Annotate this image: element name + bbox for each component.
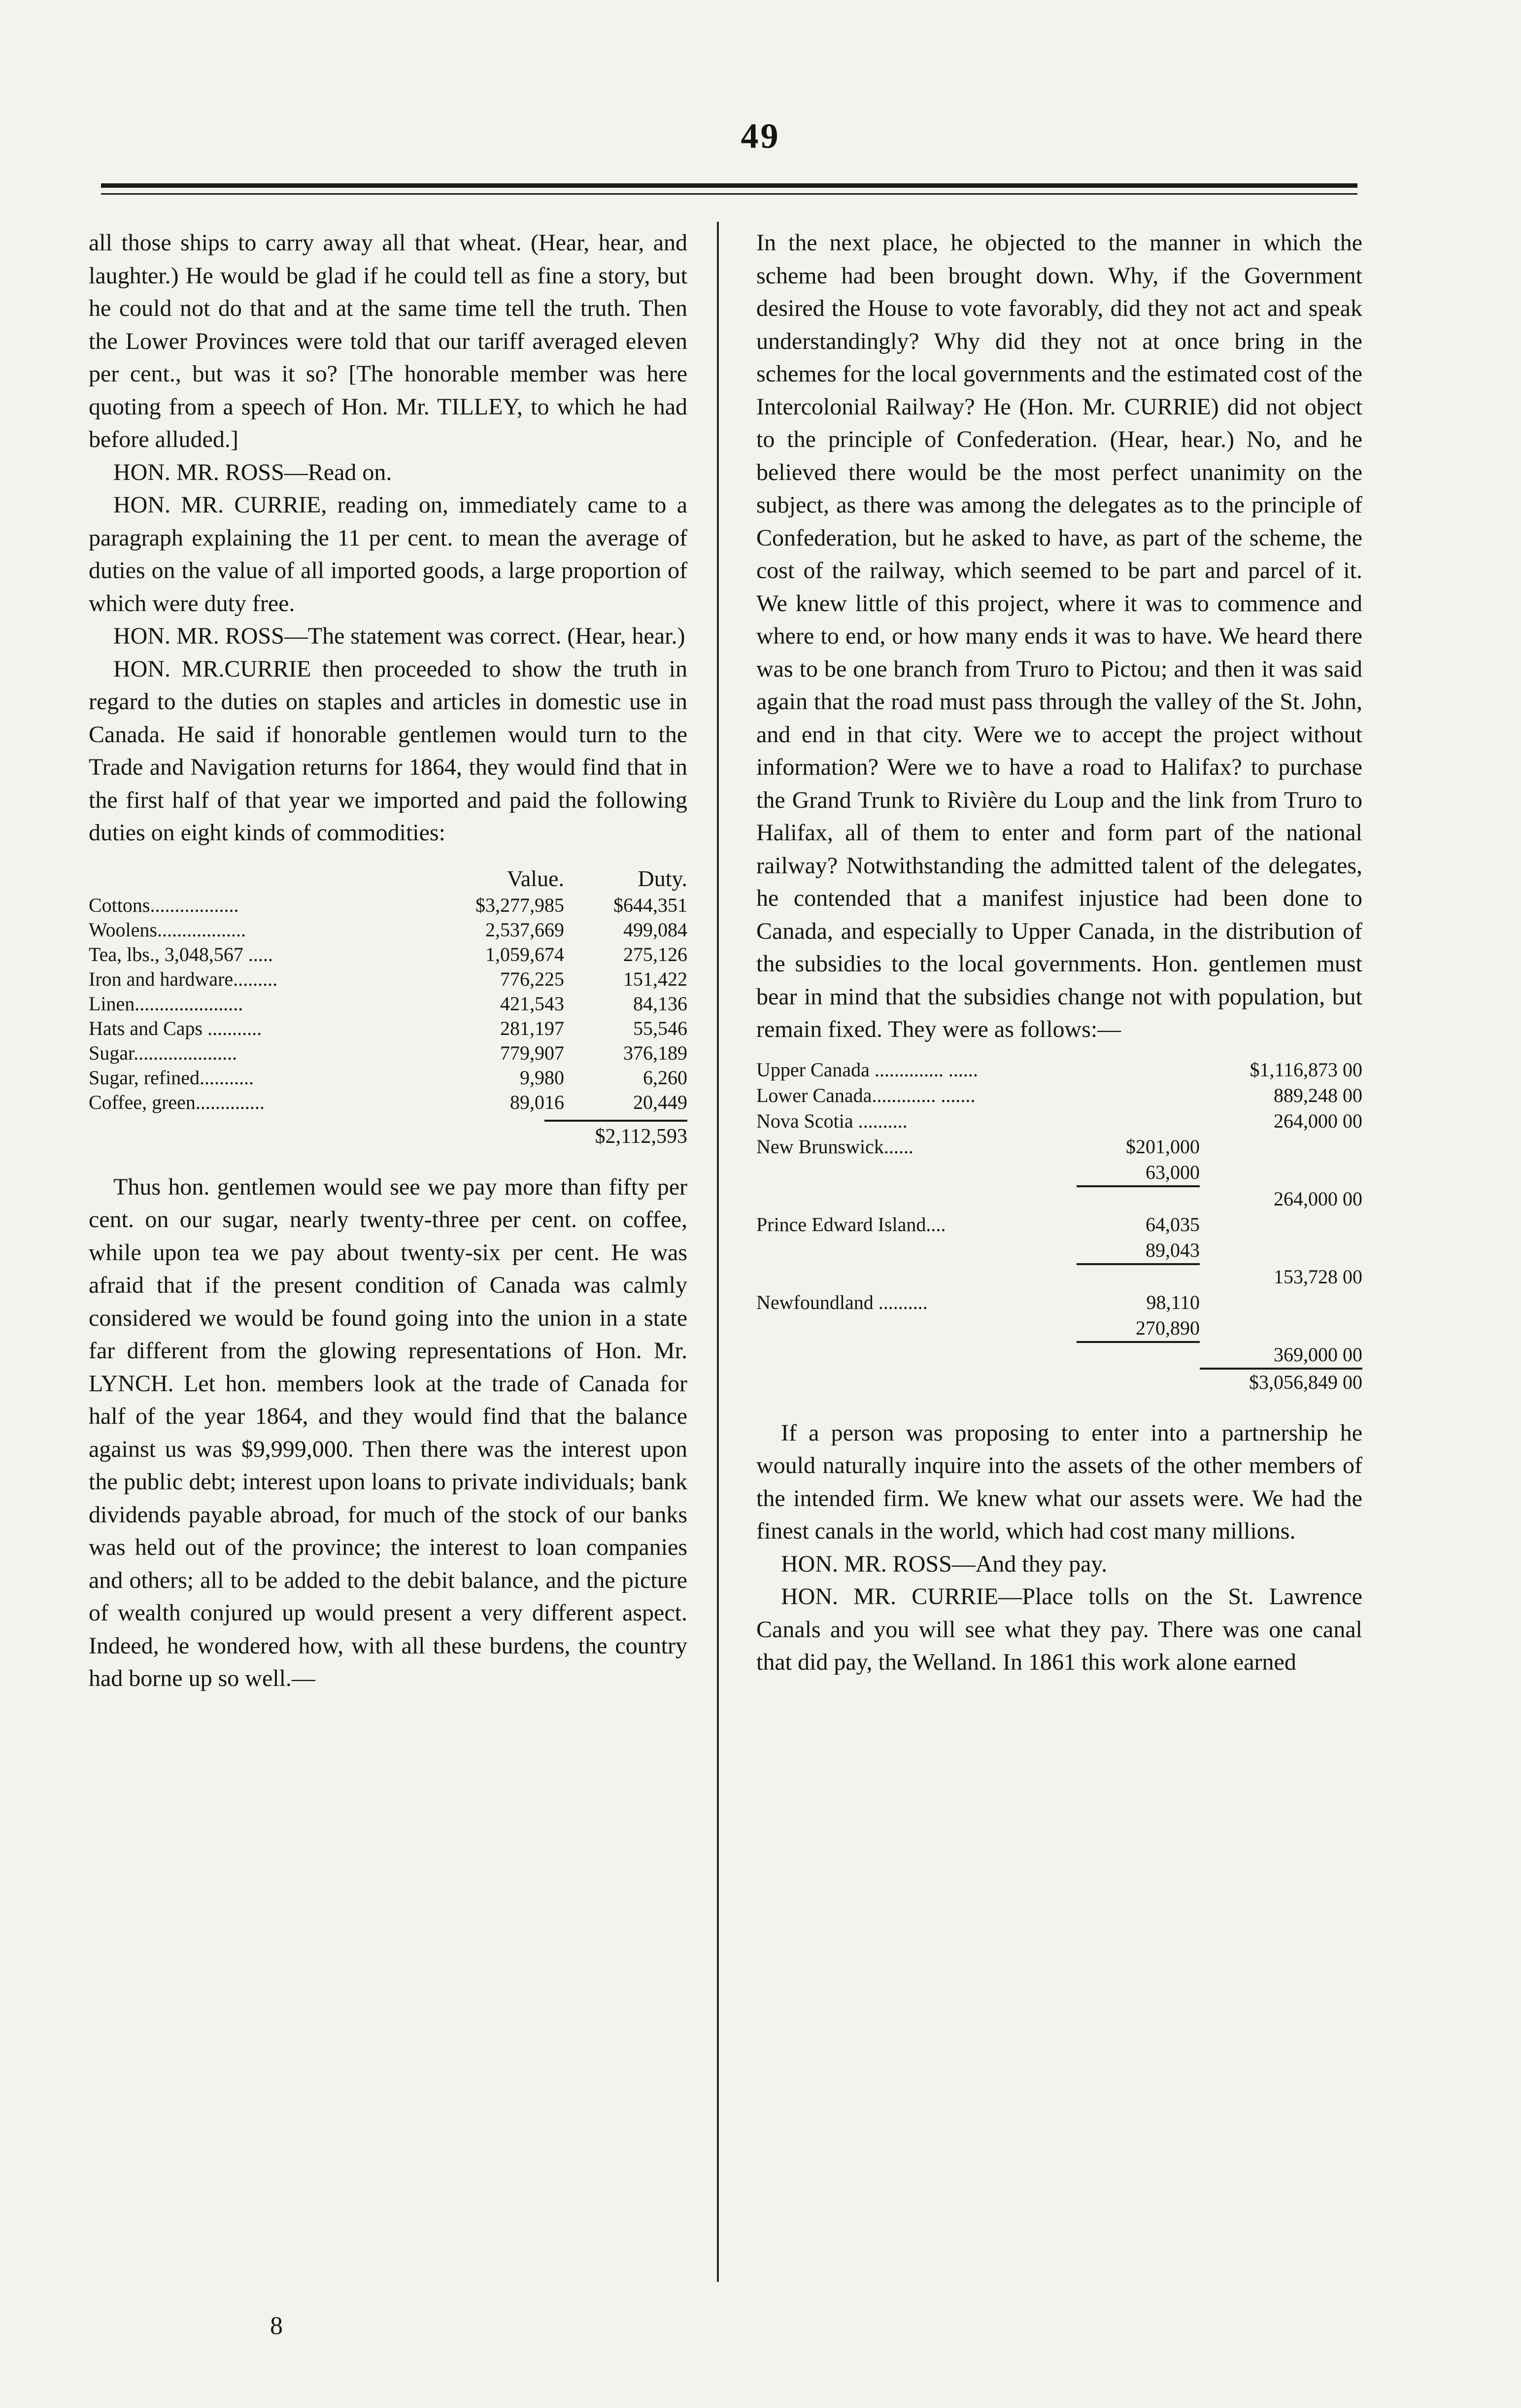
right-paragraph-1: In the next place, he objected to the manner in which the scheme had been brought down. Why, if the Government desired the House to vote favorably, did they not act and speak understandingly? Why did they not at once bring in the schemes for the local governments and the estimated cost of the Intercolonial Railway? He (Hon. Mr. CURRIE) did not object to the principle of Confederation. (Hear, hear.) No, and he believed there would be the most perfect unanimity on the subject, as there was among the delegates as to the principle of Confederation, but he asked to have, as part of the scheme, the cost of the railway, which seemed to be part and parcel of it. We knew little of this project, where it was to commence and where to end, or how many ends it was to have. We heard there was to be one branch from Truro to Pictou; and then it was said again that the road must pass through the valley of the St. John, and end in that city. Were we to accept the project without information? Were we to have a road to Halifax? to purchase the Grand Trunk to Rivière du Loup and the link from Truro to Halifax, all of them to enter and form part of the national railway? Notwithstanding the admitted talent of the delegates, he contended that a manifest injustice had been done to Canada, and especially to Upper Canada, in the distribution of the subsidies to the local governments. Hon. gentlemen must bear in mind that the subsidies change not with population, but remain fixed. They were as follows:— [756, 230, 1362, 1042]
header-rule-thin [101, 193, 1357, 195]
province-label: Newfoundland .......... [756, 1291, 928, 1313]
item-cell: Linen...................... [89, 992, 243, 1015]
value-cell: 779,907 [500, 1041, 564, 1064]
province-label: New Brunswick...... [756, 1135, 913, 1158]
table-row [756, 1186, 1362, 1212]
value-cell: 89,016 [510, 1091, 564, 1113]
item-cell: Woolens.................. [89, 918, 246, 941]
value-cell: 2,537,669 [485, 918, 564, 941]
value-cell: 776,225 [500, 967, 564, 990]
speech-text: —And they pay. [951, 1550, 1108, 1577]
duty-cell: 376,189 [623, 1041, 687, 1064]
right-column [756, 227, 1362, 1679]
province-label: Lower Canada............. ....... [756, 1084, 976, 1106]
value-cell: 1,059,674 [485, 943, 564, 965]
table-row [756, 1083, 1362, 1108]
table-row [89, 893, 687, 918]
item-cell: Cottons.................. [89, 894, 239, 916]
table-header-row [89, 866, 687, 893]
page-number: 49 [741, 116, 780, 156]
commodities-table [89, 866, 687, 1115]
duty-cell: 499,084 [623, 918, 687, 941]
duty-cell: 275,126 [623, 943, 687, 965]
subsidy-part: 270,890 [1136, 1316, 1200, 1339]
duty-cell: 55,546 [633, 1017, 687, 1039]
table-row [89, 1090, 687, 1115]
duty-cell: 6,260 [643, 1066, 687, 1089]
subsidy-part: 63,000 [1146, 1161, 1200, 1183]
table-row [756, 1160, 1362, 1186]
speaker-name: HON. MR. CURRIE, [113, 492, 327, 518]
province-label: Nova Scotia .......... [756, 1109, 908, 1132]
duty-cell: 151,422 [623, 967, 687, 990]
header-rule-thick [101, 183, 1357, 188]
item-cell: Hats and Caps ........... [89, 1017, 262, 1039]
speech-text: —Read on. [284, 459, 392, 485]
table-row [756, 1212, 1362, 1238]
right-paragraph-3 [756, 1548, 1362, 1581]
table-row [89, 1041, 687, 1066]
subsidies-table [756, 1057, 1362, 1395]
subsidy-amount: 889,248 00 [1274, 1084, 1362, 1106]
table-row [756, 1108, 1362, 1134]
right-paragraph-2: If a person was proposing to enter into a partnership he would naturally inquire into the assets of the other members of the intended firm. We knew what our assets were. We had the finest canals in the world, which had cost many millions. [756, 1419, 1362, 1544]
subsidy-amount: 264,000 00 [1274, 1187, 1362, 1210]
left-column [89, 227, 687, 1695]
table-row [756, 1369, 1362, 1395]
value-cell: 9,980 [520, 1066, 564, 1089]
province-label: Upper Canada .............. ...... [756, 1058, 978, 1081]
left-paragraph-4 [89, 620, 687, 653]
province-label: Prince Edward Island.... [756, 1213, 946, 1236]
value-cell: 421,543 [500, 992, 564, 1015]
speaker-name: HON. MR.CURRIE [113, 655, 311, 682]
value-cell: 281,197 [500, 1017, 564, 1039]
table-row [89, 918, 687, 942]
duty-total: $2,112,593 [595, 1125, 687, 1148]
item-cell: Sugar..................... [89, 1041, 237, 1064]
speech-text: reading on, immediately came to a paragraph explaining the 11 per cent. to mean the average of duties on the value of all imported goods, a large proportion of which were duty free. [89, 492, 688, 617]
item-cell: Tea, lbs., 3,048,567 ..... [89, 943, 273, 965]
table-row [756, 1290, 1362, 1315]
table-row [89, 1066, 687, 1090]
table-row [89, 942, 687, 967]
left-paragraph-3 [89, 489, 687, 620]
table-row [756, 1342, 1362, 1369]
signature-mark: 8 [270, 2312, 283, 2340]
table-row [89, 1016, 687, 1041]
value-header: Value. [507, 865, 564, 891]
table-row [756, 1238, 1362, 1264]
subsidy-grand-total: $3,056,849 00 [1200, 1369, 1362, 1395]
item-cell: Sugar, refined........... [89, 1066, 254, 1089]
subsidy-part: 98,110 [1146, 1291, 1200, 1313]
table-row [756, 1057, 1362, 1083]
speaker-name: HON. MR. ROSS [113, 623, 284, 649]
table-row [756, 1264, 1362, 1290]
subsidy-part: 89,043 [1146, 1238, 1200, 1261]
left-paragraph-5 [89, 653, 687, 850]
item-cell: Iron and hardware......... [89, 967, 278, 990]
value-cell: $3,277,985 [475, 894, 564, 916]
subsidy-part: $201,000 [1126, 1135, 1200, 1158]
duty-cell: 20,449 [633, 1091, 687, 1113]
left-paragraph-1: all those ships to carry away all that wheat. (Hear, hear, and laughter.) He would be glad if he could tell as fine a story, but he could not do that and at the same time tell the truth. Then the Lower Provinces were told that our tariff averaged eleven per cent., but was it so? [The honorable member was here quoting from a speech of Hon. Mr. TILLEY, to which he had before alluded.] [89, 230, 687, 452]
subsidy-part: 64,035 [1146, 1213, 1200, 1236]
table-row [756, 1315, 1362, 1342]
speech-text: —Place tolls on the St. Lawrence Canals and you will see what they pay. There was one canal that did pay, the Welland. In 1861 this work alone earned [756, 1583, 1362, 1675]
item-cell: Coffee, green.............. [89, 1091, 265, 1113]
speech-text: then proceeded to show the truth in regard to the duties on staples and articles in domestic use in Canada. He said if honorable gentlemen would turn to the Trade and Navigation returns for 1864, they would find that in the first half of that year we imported and paid the following duties on eight kinds of commodities: [89, 655, 688, 846]
speaker-name: HON. MR. CURRIE [781, 1583, 999, 1610]
subsidy-amount: 369,000 00 [1274, 1343, 1362, 1366]
subsidy-amount: 153,728 00 [1274, 1265, 1362, 1288]
speech-text: —The statement was correct. (Hear, hear.) [284, 623, 685, 649]
duty-cell: $644,351 [613, 894, 687, 916]
left-paragraph-6: Thus hon. gentlemen would see we pay more than fifty per cent. on our sugar, nearly twenty-three per cent. on coffee, while upon tea we pay about twenty-six per cent. He was afraid that if the present condition of Canada was calmly considered we would be found going into the union in a state far different from the glowing representations of Hon. Mr. LYNCH. Let hon. members look at the trade of Canada for half of the year 1864, and they would find that the balance against us was $9,999,000. Then there was the interest upon the public debt; interest upon loans to private individuals; bank dividends payable abroad, for much of the stock of our banks was held out of the province; the interest to loan companies and others; all to be added to the debit balance, and the picture of wealth conjured up would present a very different aspect. Indeed, he wondered how, with all these burdens, the country had borne up so well.— [89, 1173, 687, 1691]
right-paragraph-4 [756, 1581, 1362, 1679]
duty-cell: 84,136 [633, 992, 687, 1015]
subsidy-amount: 264,000 00 [1274, 1109, 1362, 1132]
speaker-name: HON. MR. ROSS [113, 459, 284, 485]
subsidy-amount: $1,116,873 00 [1250, 1058, 1362, 1081]
speaker-name: HON. MR. ROSS [781, 1550, 952, 1577]
left-paragraph-2 [89, 456, 687, 489]
duty-header: Duty. [638, 865, 687, 891]
table-row [89, 992, 687, 1016]
table-row [89, 967, 687, 992]
column-divider [717, 222, 719, 2282]
table-row [756, 1134, 1362, 1160]
